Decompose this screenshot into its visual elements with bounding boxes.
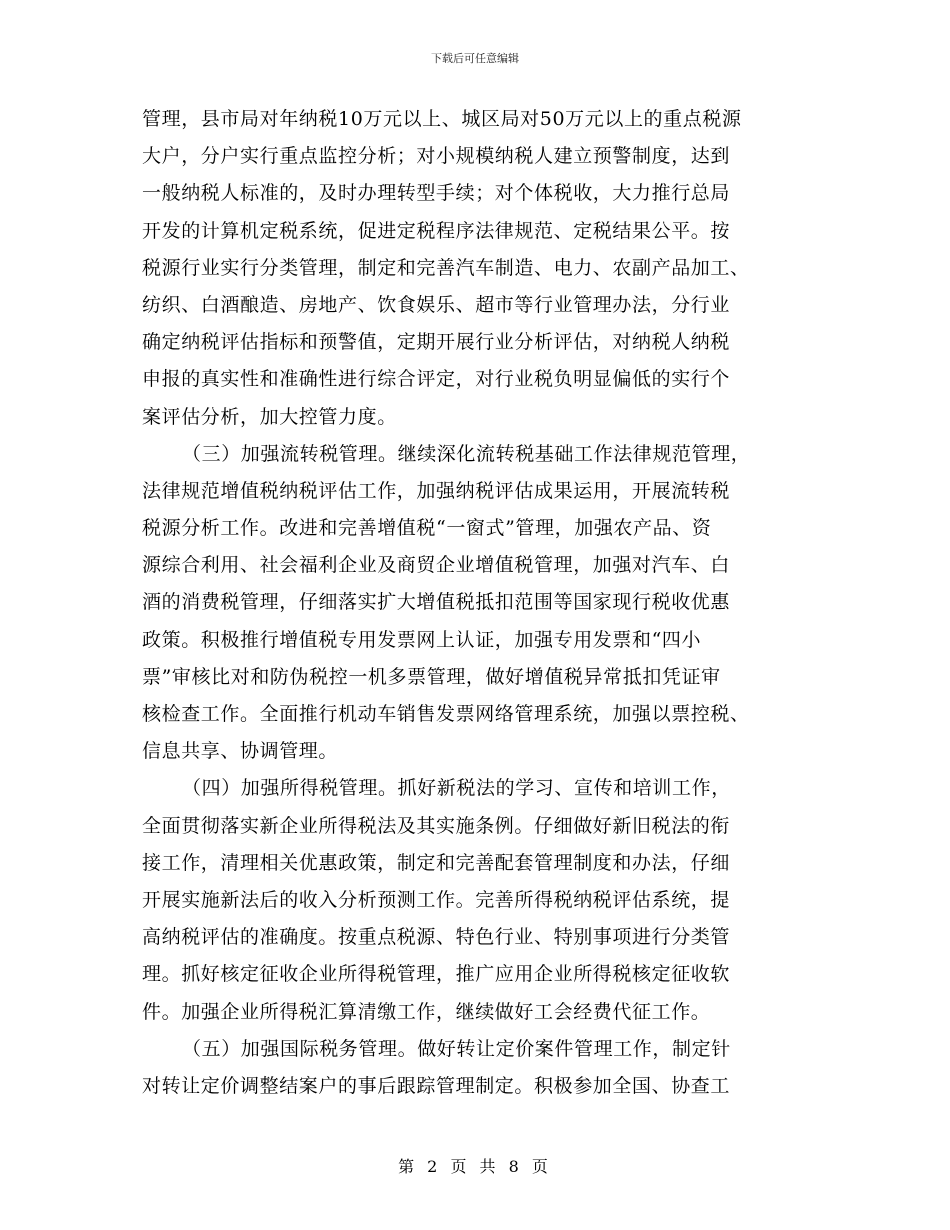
text-line: 案评估分析，加大控管力度。 [142, 405, 397, 428]
text-line: 理。抓好核定征收企业所得税管理，推广应用企业所得税核定征收软 [142, 963, 731, 986]
text-line: 高纳税评估的准确度。按重点税源、特色行业、特别事项进行分类管 [142, 926, 731, 949]
text-line: 税源行业实行分类管理，制定和完善汽车制造、电力、农副产品加工、 [142, 256, 750, 279]
paragraph-4 [142, 1031, 798, 1105]
document-body [142, 101, 798, 1105]
text-line: 开展实施新法后的收入分析预测工作。完善所得税纳税评估系统，提 [142, 888, 731, 911]
header-note: 下载后可任意编辑 [431, 52, 519, 65]
text-line: 申报的真实性和准确性进行综合评定，对行业税负明显偏低的实行个 [142, 368, 731, 391]
page-footer [0, 1154, 950, 1177]
paragraph-1 [142, 101, 798, 436]
page-number: 第 2 页 共 8 页 [398, 1157, 552, 1176]
text-line: 核检查工作。全面推行机动车销售发票网络管理系统，加强以票控税、 [142, 703, 750, 725]
text-line: 件。加强企业所得税汇算清缴工作，继续做好工会经费代征工作。 [142, 1000, 711, 1023]
text-line: 一般纳税人标准的，及时办理转型手续；对个体税收，大力推行总局 [142, 182, 731, 205]
text-line: 酒的消费税管理，仔细落实扩大增值税抵扣范围等国家现行税收优惠 [142, 591, 731, 614]
text-line: 确定纳税评估指标和预警值，定期开展行业分析评估，对纳税人纳税 [142, 331, 731, 354]
text-line: 票”审核比对和防伪税控一机多票管理，做好增值税异常抵扣凭证审 [142, 665, 721, 688]
text-line: 全面贯彻落实新企业所得税法及其实施条例。仔细做好新旧税法的衔 [142, 814, 731, 837]
page-header [0, 50, 950, 66]
paragraph-2 [142, 436, 798, 771]
text-line: 纺织、白酒酿造、房地产、饮食娱乐、超市等行业管理办法，分行业 [142, 293, 731, 316]
text-line: 法律规范增值税纳税评估工作，加强纳税评估成果运用，开展流转税 [142, 479, 731, 502]
text-line: 对转让定价调整结案户的事后跟踪管理制定。积极参加全国、协查工 [142, 1074, 731, 1097]
text-line: 信息共享、协调管理。 [142, 740, 339, 763]
paragraph-3 [142, 770, 798, 1030]
text-line: 政策。积极推行增值税专用发票网上认证，加强专用发票和“四小 [142, 628, 702, 651]
text-line: （三）加强流转税管理。继续深化流转税基础工作法律规范管理， [182, 442, 751, 465]
text-line: （五）加强国际税务管理。做好转让定价案件管理工作，制定针 [182, 1037, 731, 1060]
text-line: 税源分析工作。改进和完善增值税“一窗式”管理，加强农产品、资 [142, 517, 712, 540]
text-line: 接工作，清理相关优惠政策，制定和完善配套管理制度和办法，仔细 [142, 851, 731, 874]
text-line: 管理，县市局对年纳税10万元以上、城区局对50万元以上的重点税源 [142, 108, 742, 130]
text-line: （四）加强所得税管理。抓好新税法的学习、宣传和培训工作， [182, 777, 731, 800]
text-line: 开发的计算机定税系统，促进定税程序法律规范、定税结果公平。按 [142, 219, 731, 242]
text-line: 源综合利用、社会福利企业及商贸企业增值税管理，加强对汽车、白 [142, 554, 731, 577]
text-line: 大户，分户实行重点监控分析；对小规模纳税人建立预警制度，达到 [142, 145, 731, 168]
